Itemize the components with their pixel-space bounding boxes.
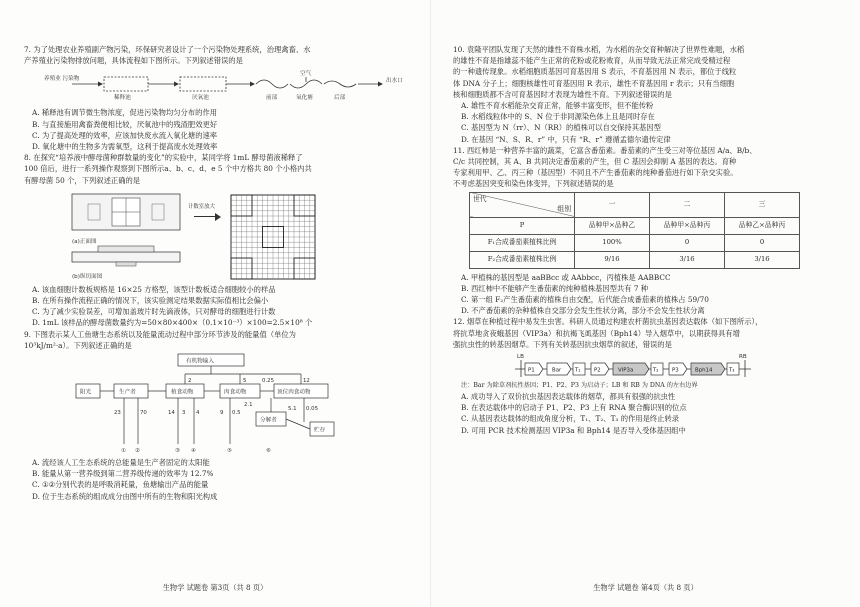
table-cell: 品种甲×品种丙 — [650, 217, 725, 234]
question-text-line: 的雄性不育是指雄蕊不能产生正常的花粉或花粉败育，从而导致无法正常完成受精过程 — [453, 56, 731, 66]
carnivore-label: 肉食动物 — [224, 389, 247, 396]
option-b: B. 能量从第一营养级到第二营养级传递的效率为 12.7% — [32, 469, 214, 479]
option-c: C. 为了提高处理的效率，应该加快废水流入氧化塘的速率 — [32, 130, 218, 140]
exam-page-4 — [430, 0, 860, 607]
question-text-line: 11. 西红柿是一种营养丰富的蔬菜，它富含番茄素。番茄素的产生受三对等位基因 A/a、B/b、 — [453, 145, 757, 155]
question-stem-line: 有酵母菌 50 个，下列叙述正确的是 — [24, 175, 141, 185]
option-c: C. 为了减少实验误差，可增加盖玻片时先滴液体，只对酵母的细胞进行计数 — [32, 307, 276, 317]
question-12 — [453, 316, 834, 435]
cross-results-table — [469, 192, 800, 269]
question-text-line: 核和细胞质都不含可育基因时才表现为雄性不育。下列叙述错误的是 — [453, 89, 672, 99]
terminator-t1-label: T₁ — [575, 367, 581, 374]
option-b: B. 在表达载体中的启动子 P1、P2、P3 上有 RNA 聚合酶识别的位点 — [461, 403, 687, 413]
gene-vip3a-label: VIP3a — [618, 367, 634, 374]
storage-label: 贮存 — [314, 427, 326, 434]
energy-value-14: 14 — [168, 410, 175, 417]
option-c: C. 从基因表达载体的组成角度分析，T₁、T₂、T₃ 的作用是终止转录 — [461, 414, 680, 424]
option-c: C. ①②分别代表的是呼吸消耗量，鱼塘输出产品的能量 — [32, 480, 209, 490]
hemocytometer-views — [68, 188, 188, 284]
question-7 — [24, 44, 408, 152]
energy-value-9: 9 — [220, 410, 224, 417]
question-text-line: 强抗虫性的转基因烟草。下列有关转基因抗虫烟草的叙述，错误的是 — [453, 339, 672, 349]
option-a: A. 成功导入了双价抗虫基因表达载体的烟草，都具有很强的抗虫性 — [461, 392, 676, 402]
outlet-label: 出水口 — [386, 78, 403, 85]
energy-value-5-1: 5.1 — [288, 406, 297, 413]
table-group-header: 二 — [650, 192, 725, 217]
question-9 — [24, 329, 408, 502]
energy-value-2-1: 2.1 — [244, 402, 253, 409]
question-stem-line: 9. 下图表示某人工鱼塘生态系统以及能量流动过程中部分环节涉及的能量值（单位为 — [24, 329, 296, 339]
table-row-label: F₂合成番茄素植株比例 — [470, 251, 575, 268]
table-cell: 100% — [575, 234, 650, 251]
option-a: A. 雄性不育水稻能杂交育正常，能够丰富变形，但不能传粉 — [461, 101, 654, 111]
right-border-label: RB — [739, 354, 747, 361]
flow-marker-5: ⑤ — [227, 448, 232, 455]
flow-marker-4: ④ — [191, 448, 196, 455]
question-text-line: 将抗草地贪夜蛾基因（VIP3a）和抗褐飞虱基因（Bph14）导入烟草中，以期获得具有增 — [453, 328, 740, 338]
option-b: B. 水稻线粒体中的 S、N 位于非同源染色体上且是同时存在 — [461, 112, 655, 122]
question-stem-line: 8. 在探究“培养液中酵母菌种群数量的变化”的实验中，某同学将 1mL 酵母菌液稀释了 — [24, 153, 303, 163]
energy-value-12: 12 — [303, 378, 310, 385]
option-b: B. 在所有操作流程正确的情况下，该实验测定结果数据实际值相比会偏小 — [32, 296, 269, 306]
pollutant-input-label: 养殖业 污染物 — [44, 76, 80, 83]
figure-note: 注：Bar 为除草剂抗性基因；P1、P2、P3 为启动子；LB 和 RB 为 DNA 的左右边界 — [461, 382, 698, 390]
table-group-header: 一 — [575, 192, 650, 217]
option-b: B. 西红柿中不能够产生番茄素的纯种植株基因型共有 7 种 — [461, 283, 649, 293]
question-text-line: 的一种遗传现象。水稻细胞质基因可育基因用 S 表示，不育基因用 N 表示，都位于线粒 — [453, 67, 737, 77]
energy-value-70: 70 — [140, 410, 147, 417]
decomposer-label: 分解者 — [260, 417, 277, 424]
hemocytometer-figure — [24, 186, 408, 284]
question-text-line: C/c 共同控制，其 A、B 共同决定番茄素的产生，但 C 基因会抑制 A 基因的表达。育种 — [453, 157, 737, 167]
question-text-line: 10. 袁隆平团队发现了天然的雄性不育株水稻，为水稻的杂交育种解决了世界性难题，水稻 — [453, 45, 745, 54]
dilution-pool — [104, 77, 148, 91]
option-c: C. 第一组 F₂产生番茄素的植株自由交配，后代能合成番茄素的植株占 59/70 — [461, 295, 709, 305]
page-footer: 生物学 试题卷 第4页（共 8 页） — [593, 582, 698, 592]
flow-marker-6: ⑥ — [266, 448, 271, 455]
zoom-arrow-label: 计数室放大 — [188, 203, 215, 210]
energy-value-0-25: 0.25 — [262, 378, 275, 385]
air-label: 空气 — [300, 71, 312, 78]
energy-value-5: 5 — [243, 378, 247, 385]
option-a: A. 该血细胞计数板规格是 16×25 方格型，该型计数板适合细胞较小的样品 — [32, 284, 276, 294]
question-8 — [24, 152, 408, 328]
option-a: A. 甲植株的基因型是 aaBBcc 或 AAbbcc，丙植株是 AABBCC — [461, 272, 671, 282]
option-d: D. 不产番茄素的杂种植株自交部分会发生性状分离，部分不会发生性状分离 — [461, 306, 705, 316]
gene-bph14-label: Bph14 — [695, 367, 713, 374]
anaerobic-pool-label: 厌氧池 — [192, 95, 209, 102]
table-row — [470, 234, 800, 251]
option-d: D. 1mL 该样品的酵母菌数量约为=50×80×400×（0.1×10⁻³）×100=2.5×10⁸ 个 — [32, 318, 313, 328]
option-d: D. 氧化塘中的生物多为需氧型，这利于提高废水处理效率 — [32, 142, 218, 152]
table-cell: 9/16 — [575, 251, 650, 268]
energy-flow-diagram — [74, 352, 344, 456]
page-footer: 生物学 试题卷 第3页（共 8 页） — [162, 582, 268, 592]
table-row — [470, 217, 800, 234]
table-group-header: 三 — [725, 192, 800, 217]
energy-value-0-5: 0.5 — [232, 410, 241, 417]
sunlight-label: 阳光 — [80, 389, 92, 396]
terminator-t3-label: T₃ — [729, 367, 735, 374]
question-text-line: 不考虑基因突变和染色体变异，下列叙述错误的是 — [453, 179, 614, 189]
question-11 — [453, 145, 834, 317]
organic-input-label: 有机物输入 — [186, 358, 214, 365]
promoter-p3-label: P3 — [672, 367, 679, 374]
question-stem-line: 7. 为了处理农业养殖副产物污染，环保研究者设计了一个污染物处理系统，治理禽畜、水 — [24, 45, 311, 54]
table-cell: 3/16 — [725, 251, 800, 268]
corner-generation-label: 世代 — [473, 194, 487, 203]
table-cell: 品种甲×品种乙 — [575, 217, 650, 234]
top-carnivore-label: 顶位肉食动物 — [277, 389, 311, 396]
expression-vector-diagram — [513, 351, 773, 381]
flow-marker-3: ③ — [175, 448, 180, 455]
table-cell: 3/16 — [650, 251, 725, 268]
promoter-p1-label: P1 — [528, 367, 535, 374]
oxidation-pond-front — [256, 80, 288, 88]
table-cell: 0 — [650, 234, 725, 251]
pond-front-label: 前部 — [266, 95, 278, 102]
pond-back-label: 后部 — [334, 95, 346, 102]
producer-label: 生产者 — [119, 389, 136, 396]
anaerobic-pool — [180, 77, 226, 91]
question-10 — [453, 44, 834, 145]
question-stem-line: 100 倍后，进行一系列操作观察到下图所示a、b、c、d、e 5 个中方格共 80 个小格内共 — [24, 164, 312, 174]
flow-marker-2: ② — [135, 448, 140, 455]
table-row — [470, 251, 800, 268]
front-view-label: (a)正面图 — [72, 238, 97, 245]
oxidation-pond-label: 氧化塘 — [296, 95, 313, 102]
question-stem-line: 产养殖业污染物排放问题，具体流程如下图所示。下列叙述错误的是 — [24, 56, 243, 66]
table-cell: 0 — [725, 234, 800, 251]
option-d: D. 可用 PCR 技术检测基因 VIP3a 和 Bph14 是否导入受体基因组中 — [461, 425, 686, 435]
option-d: D. 位于生态系统的组成成分由图中所有的生物和阳光构成 — [32, 491, 218, 501]
question-text-line: 体 DNA 分子上；细胞核雄性可育基因用 R 表示，雄性不育基因用 r 表示；只有当细胞 — [453, 78, 735, 88]
question-stem-line: 10³kJ/m²·a）。下列叙述正确的是 — [24, 340, 132, 350]
table-cell: 品种乙×品种丙 — [725, 217, 800, 234]
question-text-line: 12. 烟草在种植过程中易发生虫害。科研人员通过构建农杆菌抗虫基因表达载体（如下图所示）， — [453, 317, 763, 327]
section-view-label: (b)纵切面图 — [72, 273, 103, 280]
energy-value-4: 4 — [196, 410, 200, 417]
energy-value-0-05: 0.05 — [306, 406, 319, 413]
promoter-p2-label: P2 — [594, 367, 601, 374]
counting-chamber-grid — [230, 194, 316, 280]
corner-group-label: 组别 — [557, 205, 571, 214]
table-header-row — [470, 192, 800, 217]
dilution-pool-label: 稀释池 — [114, 95, 131, 102]
question-text-line: 专家利用甲、乙、丙三种（基因型）不同且不产生番茄素的纯种番茄进行如下杂交实验。 — [453, 168, 738, 178]
table-row-label: P — [470, 217, 575, 234]
option-c: C. 基因型为 N（rr）、N（RR）的植株可以自交保持其基因型 — [461, 123, 661, 133]
option-b: B. 与直接施用禽畜粪便相比较，厌氧池中的残渣肥效更好 — [32, 119, 218, 129]
option-d: D. 在基因 “N、S、R、r” 中，只有 “R、r” 遵循孟德尔遗传定律 — [461, 134, 671, 144]
gene-bar-label: Bar — [552, 367, 562, 374]
energy-value-23: 23 — [114, 410, 121, 417]
table-row-label: F₁合成番茄素植株比例 — [470, 234, 575, 251]
option-a: A. 稀释池有调节微生物浓度，促进污染物均匀分布的作用 — [32, 108, 218, 118]
wastewater-treatment-diagram — [42, 68, 426, 104]
herbivore-label: 植食动物 — [171, 389, 194, 396]
energy-value-2: 2 — [188, 378, 192, 385]
option-a: A. 流经该人工生态系统的总能量是生产者固定的太阳能 — [32, 458, 210, 468]
flow-marker-1: ① — [121, 448, 126, 455]
energy-value-3: 3 — [182, 410, 186, 417]
table-corner-cell — [470, 192, 575, 217]
zoom-arrow — [188, 203, 222, 224]
left-border-label: LB — [517, 354, 524, 361]
terminator-t2-label: T₂ — [653, 367, 659, 374]
